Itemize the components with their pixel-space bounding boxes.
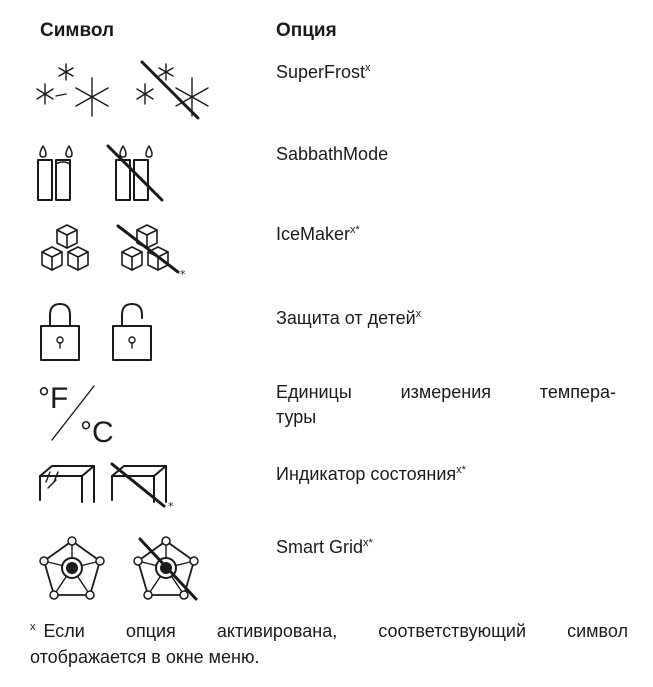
smart-grid-off-icon bbox=[132, 535, 206, 605]
status-indicator-icon bbox=[36, 462, 100, 514]
temperature-unit-icon bbox=[38, 380, 128, 446]
snowflake-off-icon bbox=[136, 60, 216, 120]
ice-cubes-off-icon bbox=[116, 222, 198, 284]
option-label: Единицы измерения темпера- туры bbox=[276, 382, 616, 427]
option-label: IceMaker$^{x*}$ bbox=[276, 224, 360, 244]
padlock-icon bbox=[38, 300, 88, 364]
snowflake-icon bbox=[36, 60, 116, 120]
ice-cubes-icon bbox=[36, 222, 106, 284]
option-label: SabbathMode bbox=[276, 144, 389, 164]
smart-grid-icon bbox=[38, 535, 108, 605]
svg-text:°C: °C bbox=[80, 416, 114, 446]
option-label: SuperFrost$^x$ bbox=[276, 62, 371, 82]
footnote-mark: x bbox=[30, 621, 36, 633]
padlock-open-icon bbox=[110, 300, 160, 364]
footnote bbox=[30, 618, 628, 670]
footnote-line-1: Если опция активирована, соответствующий символ bbox=[43, 621, 628, 641]
option-column-header: Опция bbox=[276, 20, 337, 41]
status-indicator-off-icon bbox=[108, 462, 188, 514]
svg-text:°F: °F bbox=[38, 382, 69, 415]
candles-icon bbox=[36, 142, 96, 204]
svg-text:*: * bbox=[168, 500, 174, 513]
candles-off-icon bbox=[106, 142, 176, 204]
svg-text:*: * bbox=[180, 268, 186, 281]
option-label: Smart Grid$^{x*}$ bbox=[276, 537, 373, 557]
option-label: Индикатор состояния$^{x*}$ bbox=[276, 464, 466, 484]
option-label: Защита от детей$^x$ bbox=[276, 308, 422, 328]
symbol-column-header: Символ bbox=[40, 20, 115, 41]
footnote-line-2: отображается в окне меню. bbox=[30, 647, 260, 667]
